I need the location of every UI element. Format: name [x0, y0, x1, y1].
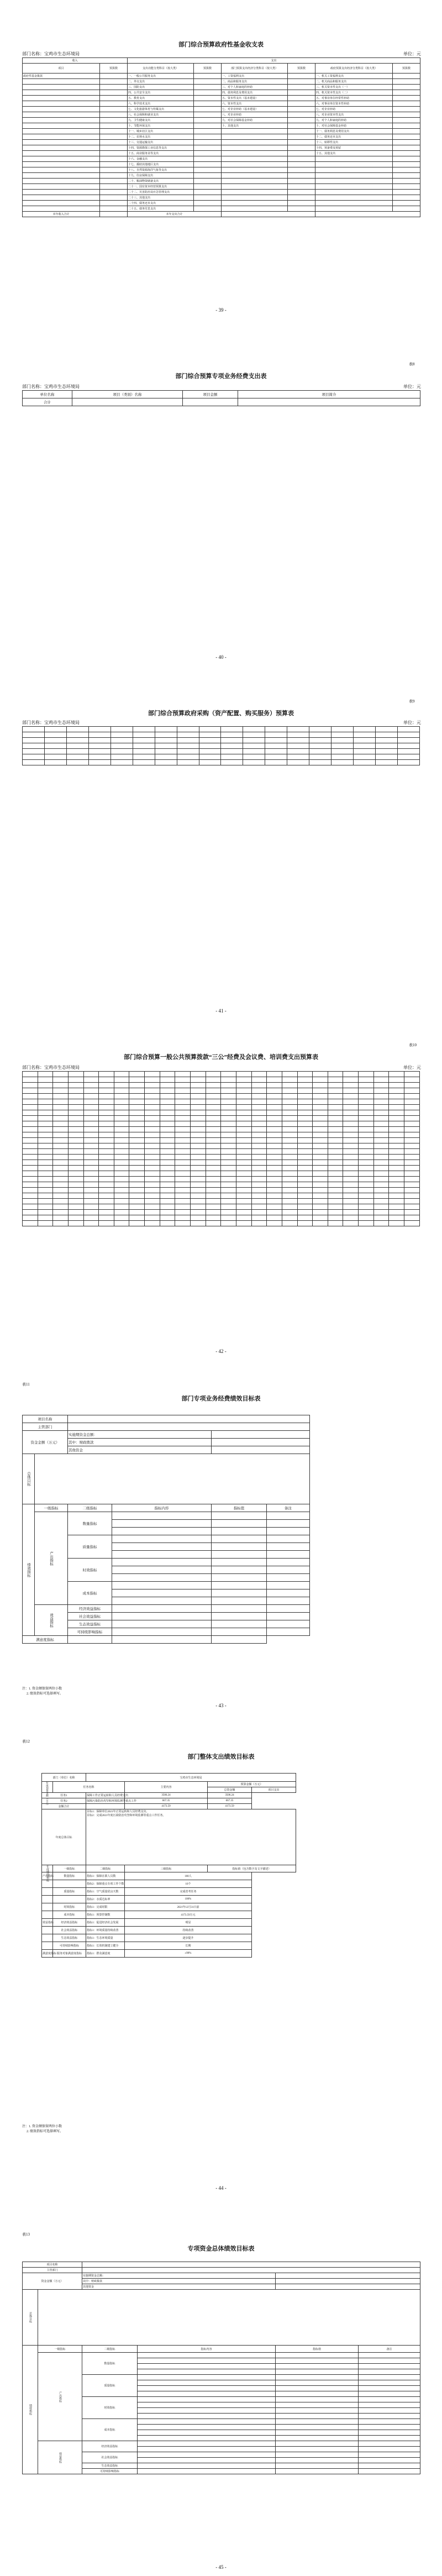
task-row: 金额合计 4173.59 4173.59 — [42, 1804, 296, 1809]
table-row — [23, 1193, 420, 1199]
table-row — [23, 1105, 420, 1110]
table-row — [23, 1166, 420, 1171]
table-row — [23, 749, 420, 754]
page-title: 部门整体支出绩效目标表 — [187, 1754, 255, 1760]
table-row: 二十二、灾害防治及应急管理支出 — [23, 190, 420, 195]
table-row — [23, 1210, 420, 1215]
page-number: - 41 - — [215, 1008, 227, 1014]
unit-label: 单位：元 — [403, 1065, 421, 1070]
task-row: 任务2 保障污染防治攻坚和环境监测等重点工作 667.35 667.35 — [42, 1798, 296, 1804]
table-row: 十六、金融支出 — [23, 156, 420, 162]
table-row: 十九、住房保障支出 — [23, 173, 420, 179]
department-name: 部门名称：宝鸡市生态环境局 — [22, 51, 80, 56]
table-row: 十八、自然资源海洋气象等支出 — [23, 167, 420, 173]
department-name: 部门名称：宝鸡市生态环境局 — [22, 720, 80, 725]
table-row — [23, 1094, 420, 1099]
table-number: 表9 — [409, 699, 415, 704]
unit-label: 单位：元 — [403, 384, 421, 389]
page-45 — [0, 2211, 442, 2576]
table-row: 二十五、债务付息支出 — [23, 206, 420, 212]
table-row — [23, 1204, 420, 1210]
three-public-table — [22, 1071, 420, 1226]
table-row — [23, 1077, 420, 1083]
note-2: 2. 绩效指标可选择填写。 — [27, 1692, 64, 1696]
table-row: 三、国防支出 三、对个人和家庭的补助 三、机关资本性支出（一） — [23, 85, 420, 90]
page-41 — [0, 695, 442, 1038]
indicator-row: 产出指标 数量指标 指标1：保障在职人员数 100人 — [42, 1872, 296, 1880]
table-row: 十七、援助其他地区支出 — [23, 162, 420, 167]
page-number: - 44 - — [215, 2185, 227, 2191]
table-row — [23, 754, 420, 760]
indicator-row: 成本指标 指标1：预算控制数 4173.59万元 — [42, 1911, 296, 1919]
page-title: 专项资金总体绩效目标表 — [187, 2246, 255, 2252]
table-row — [23, 1088, 420, 1094]
page-40 — [0, 354, 442, 696]
note-1: 注：1. 资金额保留两位小数 — [22, 2125, 62, 2128]
table-row: 二十三、其他支出 — [23, 195, 420, 201]
table-row — [23, 1083, 420, 1088]
table-row: 八、社会保障和就业支出 八、对企业补助 八、对企业资本性支出 — [23, 112, 420, 118]
table-row — [23, 1121, 420, 1127]
procurement-table — [22, 726, 420, 765]
table-row — [23, 1171, 420, 1177]
table-row: 二十一、国有资本经营预算支出 — [23, 184, 420, 190]
table-row: 政府性基金拨款 一、一般公共服务支出 一、工资福利支出 一、机关工资福利支出 — [23, 74, 420, 79]
table-row — [23, 1188, 420, 1193]
table-row — [23, 732, 420, 738]
page-title: 部门专项业务经费绩效目标表 — [181, 1395, 261, 1402]
table-row — [23, 760, 420, 765]
table-row — [23, 1127, 420, 1132]
special-fund-table: 单位名称 项目（类别）名称 项目金额 项目简介 合计 — [22, 390, 420, 406]
table-number: 表10 — [409, 1043, 417, 1047]
table-row — [23, 1099, 420, 1105]
table-row — [23, 1072, 420, 1077]
page-number: - 42 - — [215, 1349, 227, 1354]
page-title: 部门综合预算政府采购（资产配置、购买服务）预算表 — [148, 710, 294, 717]
table-row — [23, 1182, 420, 1188]
fund-table: 收入 支出 项目 预算数 支出功能分类科目（按大类） 预算数 部门预算支出经济分类科目（按大类） 预算数 政府预算支出经济分类科目（按大类） 预算数 政府性基金拨款 一、一般公共服务支出 一、工资福利支出 一、机关工资福利支出 二、外交支出 二、商品和服务支出 二、机关商品和服务支出 三、国防支出 三、对个人和家庭的补助 三、机关资本性支出（一） 四、公共安全支出 四、债务利息及费用支出 四、机关资本性支出（二） 五、教育支出 五、资本性支出（基本建设） 五、对事业单位经常性补助 六、科学技术支出 六、资本性支出 六、对事业单位资本性补助 七、文化旅游体育与传媒支出 七、对企业补助（基本建设） 七、对企业补助 八、社会保障和就业支出 八、对企业补助 八、对企业资本性支出 九、卫生健康支出 九、对社会保障基金补助 九、对个人和家庭的补助 十、节能环保支出 十、其他支出 十、对社会保障基金补助 十一、城乡社区支出 十一、债务利息及费用支出 十二、农林水支出 十二、债务还本支出 十三、交通运输支出 十三、转移性支出 十四、资源勘探工业信息等支出 十四、预备费及预留 十五、商业服务业等支出 十五、其他支出 十六、金融支出 十七、援助其他地区支出 十八、自然资源海洋气象等支出 十九、住房保障支出 二十、粮油物资储备支出 二十一、国有资本经营预算支出 二十二、灾害防治及应急管理支出 二十三、其他支出 二十四、债务还本支出 二十五、债务付息支出 本年收入合计 本年支出合计 — [22, 57, 420, 217]
task-row: 任务1 保障工作正常运转和人员经费支出 3506.24 3506.24 — [42, 1793, 296, 1798]
special-fund-perf-table: 项目名称 主管部门 资金金额（万元） 实施期资金总额： 其中：财政拨款 其他资金 总体目标 绩效指标 一级指标 二级指标 指标内容 指标值 备注 产出指标 数量指标 质量指标 时效指标 成本指标 效益指标 经济效益指标 社会效益指标 生态效益指标 可持续影响指标 — [22, 2262, 420, 2474]
table-row: 五、教育支出 五、资本性支出（基本建设） 五、对事业单位经常性补助 — [23, 96, 420, 101]
indicator-row: 可持续影响指标 指标1：长效机制建立健全 长期 — [42, 1942, 296, 1950]
table-row: 二、外交支出 二、商品和服务支出 二、机关商品和服务支出 — [23, 79, 420, 85]
page-title: 部门综合预算政府性基金收支表 — [178, 41, 264, 48]
table-row — [23, 1116, 420, 1121]
department-name: 部门名称：宝鸡市生态环境局 — [22, 384, 80, 389]
table-row: 二十、粮油物资储备支出 — [23, 179, 420, 184]
table-row: 二十四、债务还本支出 — [23, 201, 420, 206]
note-2: 2. 绩效指标可选择填写。 — [27, 2130, 64, 2133]
table-number: 表8 — [409, 362, 415, 366]
table-row: 七、文化旅游体育与传媒支出 七、对企业补助（基本建设） 七、对企业补助 — [23, 107, 420, 112]
indicator-row: 指标2：水质达标率 100% — [42, 1896, 296, 1903]
unit-label: 单位：元 — [403, 51, 421, 56]
table-row — [23, 727, 420, 732]
page-44 — [0, 1730, 442, 2211]
page-43 — [0, 1382, 442, 1730]
table-row — [23, 1215, 420, 1221]
table-row: 十、节能环保支出 十、其他支出 十、对社会保障基金补助 — [23, 123, 420, 129]
table-row: 十四、资源勘探工业信息等支出 十四、预备费及预留 — [23, 145, 420, 151]
page-number: - 40 - — [215, 654, 227, 660]
table-row — [23, 1132, 420, 1138]
page-39 — [0, 0, 442, 354]
page-title: 部门综合预算专项业务经费支出表 — [175, 373, 267, 380]
page-number: - 39 - — [215, 307, 227, 313]
indicator-row: 指标2：保障重点专项工作个数 10个 — [42, 1880, 296, 1888]
table-row: 四、公共安全支出 四、债务利息及费用支出 四、机关资本性支出（二） — [23, 90, 420, 96]
page-title: 部门综合预算一般公共预算拨款“三公”经费及会议费、培训费支出预算表 — [124, 1054, 318, 1061]
indicator-row: 时效指标 指标1：完成时限 2021年12月31日前 — [42, 1903, 296, 1911]
table-row: 九、卫生健康支出 九、对社会保障基金补助 九、对个人和家庭的补助 — [23, 118, 420, 123]
page-42 — [0, 1039, 442, 1382]
table-row: 六、科学技术支出 六、资本性支出 六、对事业单位资本性补助 — [23, 101, 420, 107]
department-name: 部门名称：宝鸡市生态环境局 — [22, 1065, 80, 1070]
indicator-row: 满意度指标 服务对象满意度指标 指标1：群众满意度 ≥90% — [42, 1950, 296, 1958]
table-row — [23, 1155, 420, 1160]
table-number: 表11 — [22, 1382, 30, 1387]
page-number: - 45 - — [215, 2564, 227, 2570]
table-row — [23, 1221, 420, 1226]
table-row: 十五、商业服务业等支出 十五、其他支出 — [23, 151, 420, 156]
table-row — [23, 1149, 420, 1155]
indicator-row: 效益指标 经济效益指标 指标1：促进经济社会发展 明显 — [42, 1919, 296, 1927]
table-row — [23, 1138, 420, 1143]
unit-label: 单位：元 — [403, 720, 421, 725]
table-row — [23, 738, 420, 743]
table-row — [23, 1110, 420, 1116]
overall-perf-table: 部门（单位）名称 宝鸡市生态环境局 年度预算金额（万元） 任务名称 主要内容 预算金额（万元） 总资金额 项目支出 任务1 保障工作正常运转和人员经费支出 3506.24 3506.24 任务2 保障污染防治攻坚和环境监测等重点工作 667.35 667.35 金额合计 4173.59 4173.59 年度总体目标 目标1：保障单位2021年正常运转和人员经费支出。 目标2：完成2021年度污染防治攻坚和环境监测等重点工作任务。 年度绩效指标 一级指标 二级指标 三级指标 指标值（包含数字及文字描述） 产出指标 数量指标 指标1：保障在职人员数 100人 指标2：保障重点专项工作个数 10个 质量指标 指标1：空气质量优良天数 完成省考任务 指标2：水质达标率 100% 时效指标 指标1：完成时限 2021年12月31日前 成本指标 指标1：预算控制数 4173.59万元 效益指标 经济效益指标 指标1：促进经济社会发展 明显 社会效益指标 指标1：环境质量持续改善 持续改善 生态效益指标 指标1：生态环境质量 逐步提升 可持续影响指标 指标1：长效机制建立健全 长期 满意度指标 服务对象满意度指标 指标1：群众满意度 ≥90% — [41, 1773, 296, 1958]
indicator-row: 生态效益指标 指标1：生态环境质量 逐步提升 — [42, 1934, 296, 1942]
table-row — [23, 743, 420, 749]
table-row — [23, 1199, 420, 1204]
table-number: 表12 — [22, 1739, 30, 1744]
table-row — [23, 1143, 420, 1149]
table-row — [23, 1160, 420, 1166]
table-row: 十一、城乡社区支出 十一、债务利息及费用支出 — [23, 129, 420, 134]
special-perf-table: 项目名称 主管部门 资金金额（万元） 实施期资金总额： 其中：财政拨款 其他资金 总体目标 绩效指标 一级指标 二级指标 指标内容 指标值 备注 产出指标 数量指标 质量指标 时效指标 成本指标 效益指标 经济效益指标 社会效益指标 生态效益指标 可持续影响指标 满意度指标 — [22, 1415, 310, 1644]
table-row: 十二、农林水支出 十二、债务还本支出 — [23, 134, 420, 140]
indicator-row: 质量指标 指标1：空气质量优良天数 完成省考任务 — [42, 1888, 296, 1896]
note-1: 注：1. 资金额保留两位小数 — [22, 1687, 62, 1691]
page-number: - 43 - — [215, 1703, 227, 1708]
indicator-row: 社会效益指标 指标1：环境质量持续改善 持续改善 — [42, 1927, 296, 1934]
table-row — [23, 1177, 420, 1182]
table-row: 十三、交通运输支出 十三、转移性支出 — [23, 140, 420, 145]
table-number: 表13 — [22, 2232, 30, 2237]
